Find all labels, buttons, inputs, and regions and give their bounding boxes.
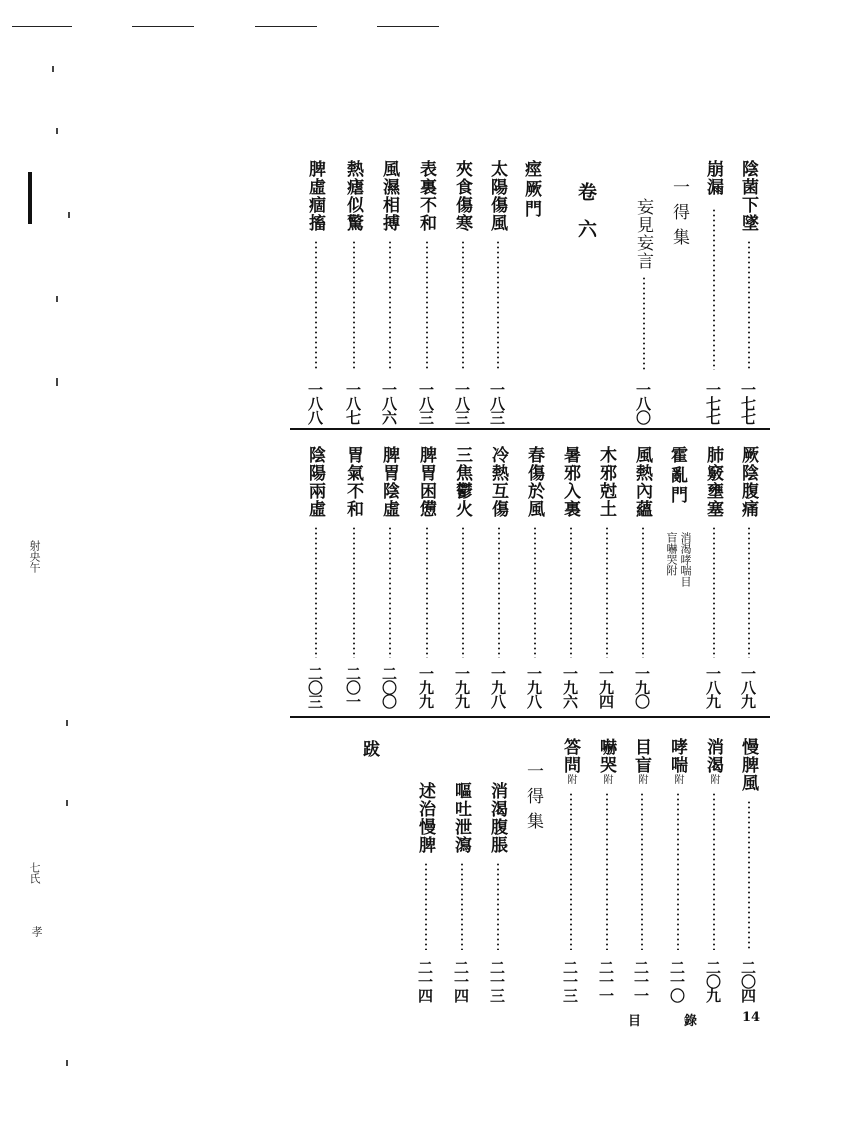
toc-entry-page: 一八八 — [306, 382, 324, 424]
collection-title: 一得集 — [523, 762, 543, 837]
leader-dots — [570, 526, 572, 658]
top-rule — [377, 26, 439, 27]
toc-entry-title: 風熱內蘊 — [632, 446, 652, 518]
speck — [56, 378, 58, 386]
toc-entry-page: 二一四 — [416, 960, 434, 1002]
category-heading: 霍亂門 — [667, 446, 687, 506]
toc-entry-page: 二〇三 — [306, 666, 324, 708]
toc-entry-page: 一九〇 — [633, 666, 651, 708]
toc-entry-title: 嘔吐泄瀉 — [451, 782, 471, 854]
entry-note: 附 — [636, 774, 647, 785]
toc-entry-page: 一八三 — [453, 382, 471, 424]
category-note: 消渴哮喘目 — [679, 532, 692, 587]
toc-entry-page: 一九六 — [561, 666, 579, 708]
toc-entry-title: 熱瘧似驚 — [343, 160, 363, 232]
toc-entry-title: 春傷於風 — [524, 446, 544, 518]
toc-entry-title: 陰菌下墜 — [738, 160, 758, 232]
toc-entry-title: 風濕相搏 — [379, 160, 399, 232]
leader-dots — [426, 240, 428, 370]
toc-entry-title: 陰陽兩虛 — [305, 446, 325, 518]
toc-entry-page: 二一一 — [597, 960, 615, 1002]
toc-entry-title: 述治慢脾 — [415, 782, 435, 854]
entry-note: 附 — [672, 774, 683, 785]
leader-dots — [498, 526, 500, 658]
toc-entry-page: 二一一 — [632, 960, 650, 1002]
entry-title-text: 目盲 — [631, 738, 651, 774]
margin-mark: 射央午 — [28, 540, 41, 573]
toc-entry-title: 暑邪入裏 — [560, 446, 580, 518]
entry-title-text: 哮喘 — [667, 738, 687, 774]
toc-entry-page: 一九八 — [489, 666, 507, 708]
category-note: 盲嚇哭附 — [665, 532, 678, 576]
margin-mark: 七氏 — [28, 862, 41, 884]
leader-dots — [497, 862, 499, 950]
leader-dots — [462, 240, 464, 370]
toc-entry-page: 一九八 — [525, 666, 543, 708]
footer-label-right: 錄 — [684, 1014, 698, 1029]
entry-title-text: 答問 — [560, 738, 580, 774]
toc-entry-title: 夾食傷寒 — [452, 160, 472, 232]
toc-entry-title: 妄見妄言 — [633, 198, 653, 270]
toc-entry-page: 二一四 — [452, 960, 470, 1002]
toc-entry-page: 一七七 — [739, 382, 757, 424]
toc-entry-page: 一九九 — [453, 666, 471, 708]
speck — [56, 296, 58, 302]
leader-dots — [426, 526, 428, 658]
leader-dots — [677, 792, 679, 950]
toc-entry-title: 木邪尅土 — [596, 446, 616, 518]
leader-dots — [497, 240, 499, 370]
entry-note: 附 — [601, 774, 612, 785]
leader-dots — [353, 526, 355, 658]
leader-dots — [713, 792, 715, 950]
toc-entry-page: 一八〇 — [634, 382, 652, 424]
speck — [66, 720, 68, 726]
toc-entry-title — [632, 738, 649, 785]
toc-entry-page: 一八九 — [704, 666, 722, 708]
section-divider — [290, 428, 770, 430]
leader-dots — [643, 276, 645, 370]
leader-dots — [461, 862, 463, 950]
top-rule — [12, 26, 72, 27]
leader-dots — [642, 526, 644, 658]
toc-entry-title: 厥陰腹痛 — [738, 446, 758, 518]
toc-entry-title: 冷熱互傷 — [488, 446, 508, 518]
leader-dots — [534, 526, 536, 658]
toc-entry-title: 表裏不和 — [416, 160, 436, 232]
leader-dots — [315, 240, 317, 370]
leader-dots — [641, 792, 643, 950]
postface-heading: 跋 — [359, 740, 379, 757]
toc-entry-page: 一八三 — [488, 382, 506, 424]
top-rule — [132, 26, 194, 27]
leader-dots — [462, 526, 464, 658]
volume-heading: 卷六 — [575, 182, 597, 256]
toc-entry-title: 三焦鬱火 — [452, 446, 472, 518]
leader-dots — [315, 526, 317, 658]
toc-entry-page: 二〇一 — [344, 666, 362, 708]
entry-note: 附 — [565, 774, 576, 785]
leader-dots — [389, 240, 391, 370]
section-divider — [290, 716, 770, 718]
footer-page-number: 14 — [742, 1010, 761, 1025]
toc-entry-title: 胃氣不和 — [343, 446, 363, 518]
toc-entry-title: 崩漏 — [703, 160, 723, 196]
toc-entry-title: 太陽傷風 — [487, 160, 507, 232]
speck — [66, 1060, 68, 1066]
margin-mark: 孝 — [30, 926, 43, 937]
leader-dots — [713, 208, 715, 370]
leader-dots — [748, 800, 750, 950]
toc-entry-title: 脾胃陰虛 — [379, 446, 399, 518]
category-heading: 痙厥門 — [521, 160, 541, 220]
leader-dots — [748, 240, 750, 370]
toc-entry-title — [704, 738, 721, 785]
toc-entry-title — [561, 738, 578, 785]
toc-entry-page: 一八七 — [344, 382, 362, 424]
entry-title-text: 嚇哭 — [596, 738, 616, 774]
toc-entry-page: 一八六 — [380, 382, 398, 424]
toc-entry-title: 肺竅壅塞 — [703, 446, 723, 518]
leader-dots — [570, 792, 572, 950]
toc-entry-page: 一八三 — [417, 382, 435, 424]
toc-entry-title: 脾胃困憊 — [416, 446, 436, 518]
toc-entry-page: 二〇九 — [704, 960, 722, 1002]
toc-entry-page: 二〇四 — [739, 960, 757, 1002]
speck — [66, 800, 68, 806]
speck — [68, 212, 70, 218]
toc-entry-page: 一九九 — [417, 666, 435, 708]
speck — [56, 128, 58, 134]
leader-dots — [606, 526, 608, 658]
binding-mark — [28, 172, 32, 224]
toc-entry-page: 二〇〇 — [380, 666, 398, 708]
leader-dots — [748, 526, 750, 658]
toc-entry-title — [597, 738, 614, 785]
speck — [52, 66, 54, 72]
leader-dots — [606, 792, 608, 950]
leader-dots — [425, 862, 427, 950]
footer-label-left: 目 — [628, 1014, 642, 1029]
toc-entry-page: 二一三 — [488, 960, 506, 1002]
toc-entry-page: 二一〇 — [668, 960, 686, 1002]
toc-entry-page: 一八九 — [739, 666, 757, 708]
toc-entry-page: 二一三 — [561, 960, 579, 1002]
collection-title: 一得集 — [669, 178, 689, 253]
entry-note: 附 — [708, 774, 719, 785]
leader-dots — [353, 240, 355, 370]
toc-entry-title: 慢脾風 — [738, 738, 758, 792]
leader-dots — [389, 526, 391, 658]
toc-entry-title: 消渴腹脹 — [487, 782, 507, 854]
toc-entry-page: 一九四 — [597, 666, 615, 708]
top-rule — [255, 26, 317, 27]
leader-dots — [713, 526, 715, 658]
toc-entry-title: 脾虛痼搐 — [305, 160, 325, 232]
entry-title-text: 消渴 — [703, 738, 723, 774]
toc-entry-title — [668, 738, 685, 785]
toc-entry-page: 一七七 — [704, 382, 722, 424]
